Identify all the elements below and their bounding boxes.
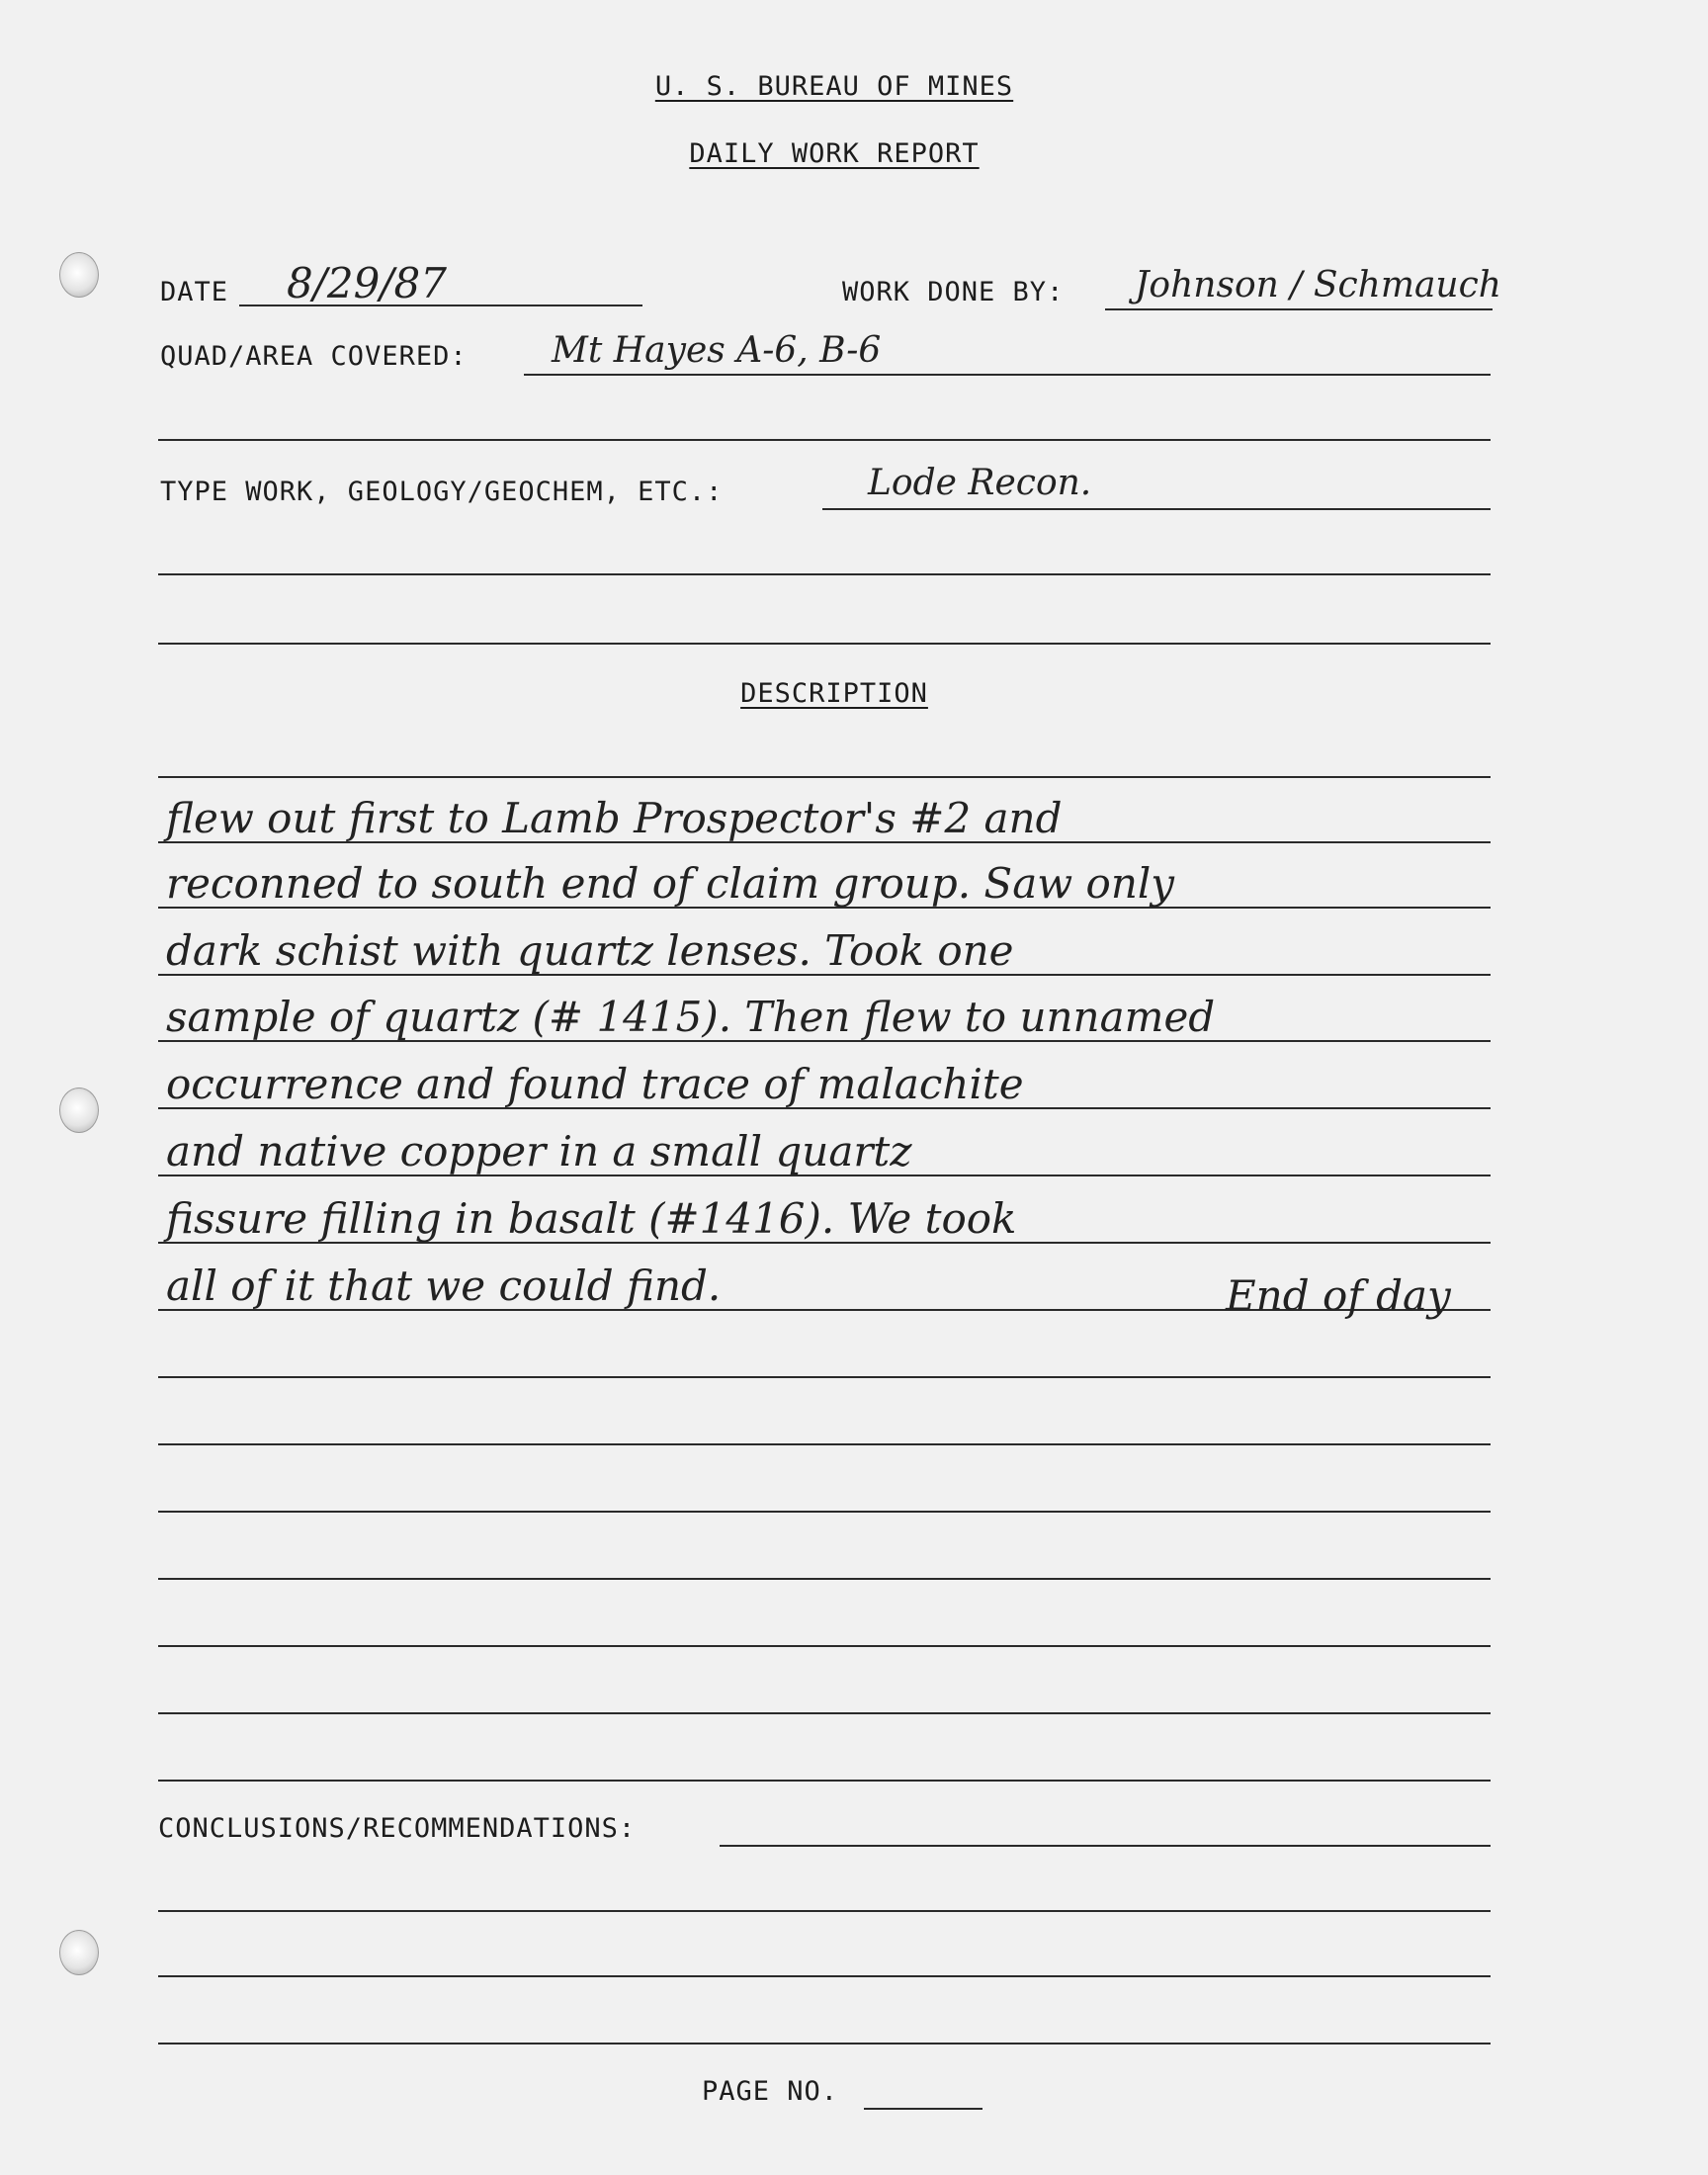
punch-hole-top bbox=[59, 252, 99, 298]
description-line-3: dark schist with quartz lenses. Took one bbox=[166, 926, 1014, 975]
description-rule-15 bbox=[158, 1780, 1491, 1782]
work-done-by-value: Johnson / Schmauch bbox=[1135, 265, 1501, 305]
type-work-label: TYPE WORK, GEOLOGY/GEOCHEM, ETC.: bbox=[160, 477, 724, 507]
report-title: DAILY WORK REPORT bbox=[689, 138, 980, 169]
date-label: DATE bbox=[160, 277, 229, 307]
punch-hole-middle bbox=[59, 1088, 99, 1133]
description-rule-13 bbox=[158, 1645, 1491, 1647]
description-rule-12 bbox=[158, 1578, 1491, 1580]
type-work-rule-3 bbox=[158, 643, 1491, 645]
type-work-rule bbox=[822, 508, 1491, 510]
work-done-by-label: WORK DONE BY: bbox=[842, 277, 1065, 307]
description-rule-11 bbox=[158, 1511, 1491, 1513]
description-heading: DESCRIPTION bbox=[740, 678, 928, 709]
conclusions-rule-0 bbox=[720, 1845, 1491, 1847]
date-value: 8/29/87 bbox=[287, 259, 447, 307]
conclusions-rule-3 bbox=[158, 2043, 1491, 2044]
description-line-9: End of day bbox=[1226, 1271, 1451, 1320]
description-line-8: all of it that we could find. bbox=[166, 1262, 722, 1310]
description-line-5: occurrence and found trace of malachite bbox=[166, 1060, 1024, 1108]
description-line-2: reconned to south end of claim group. Saw only bbox=[166, 859, 1175, 908]
conclusions-label: CONCLUSIONS/RECOMMENDATIONS: bbox=[158, 1813, 637, 1844]
page-no-rule bbox=[864, 2108, 982, 2110]
description-line-1: flew out first to Lamb Prospector's #2 and bbox=[166, 794, 1063, 842]
description-line-6: and native copper in a small quartz bbox=[166, 1127, 912, 1175]
description-rule-14 bbox=[158, 1712, 1491, 1714]
type-work-rule-2 bbox=[158, 573, 1491, 575]
page-no-label: PAGE NO. bbox=[702, 2076, 839, 2107]
description-line-7: fissure filling in basalt (#1416). We took bbox=[166, 1194, 1017, 1243]
quad-area-rule bbox=[524, 374, 1491, 376]
punch-hole-bottom bbox=[59, 1930, 99, 1975]
quad-area-rule-2 bbox=[158, 439, 1491, 441]
description-rule-9 bbox=[158, 1376, 1491, 1378]
description-rule-0 bbox=[158, 776, 1491, 778]
org-title: U. S. BUREAU OF MINES bbox=[654, 71, 1014, 102]
description-line-4: sample of quartz (# 1415). Then flew to unnamed bbox=[166, 993, 1216, 1041]
quad-area-value: Mt Hayes A-6, B-6 bbox=[552, 330, 882, 371]
description-rule-10 bbox=[158, 1443, 1491, 1445]
quad-area-label: QUAD/AREA COVERED: bbox=[160, 341, 468, 372]
conclusions-rule-1 bbox=[158, 1910, 1491, 1912]
conclusions-rule-2 bbox=[158, 1975, 1491, 1977]
type-work-value: Lode Recon. bbox=[868, 463, 1092, 503]
work-done-by-rule bbox=[1105, 308, 1493, 310]
